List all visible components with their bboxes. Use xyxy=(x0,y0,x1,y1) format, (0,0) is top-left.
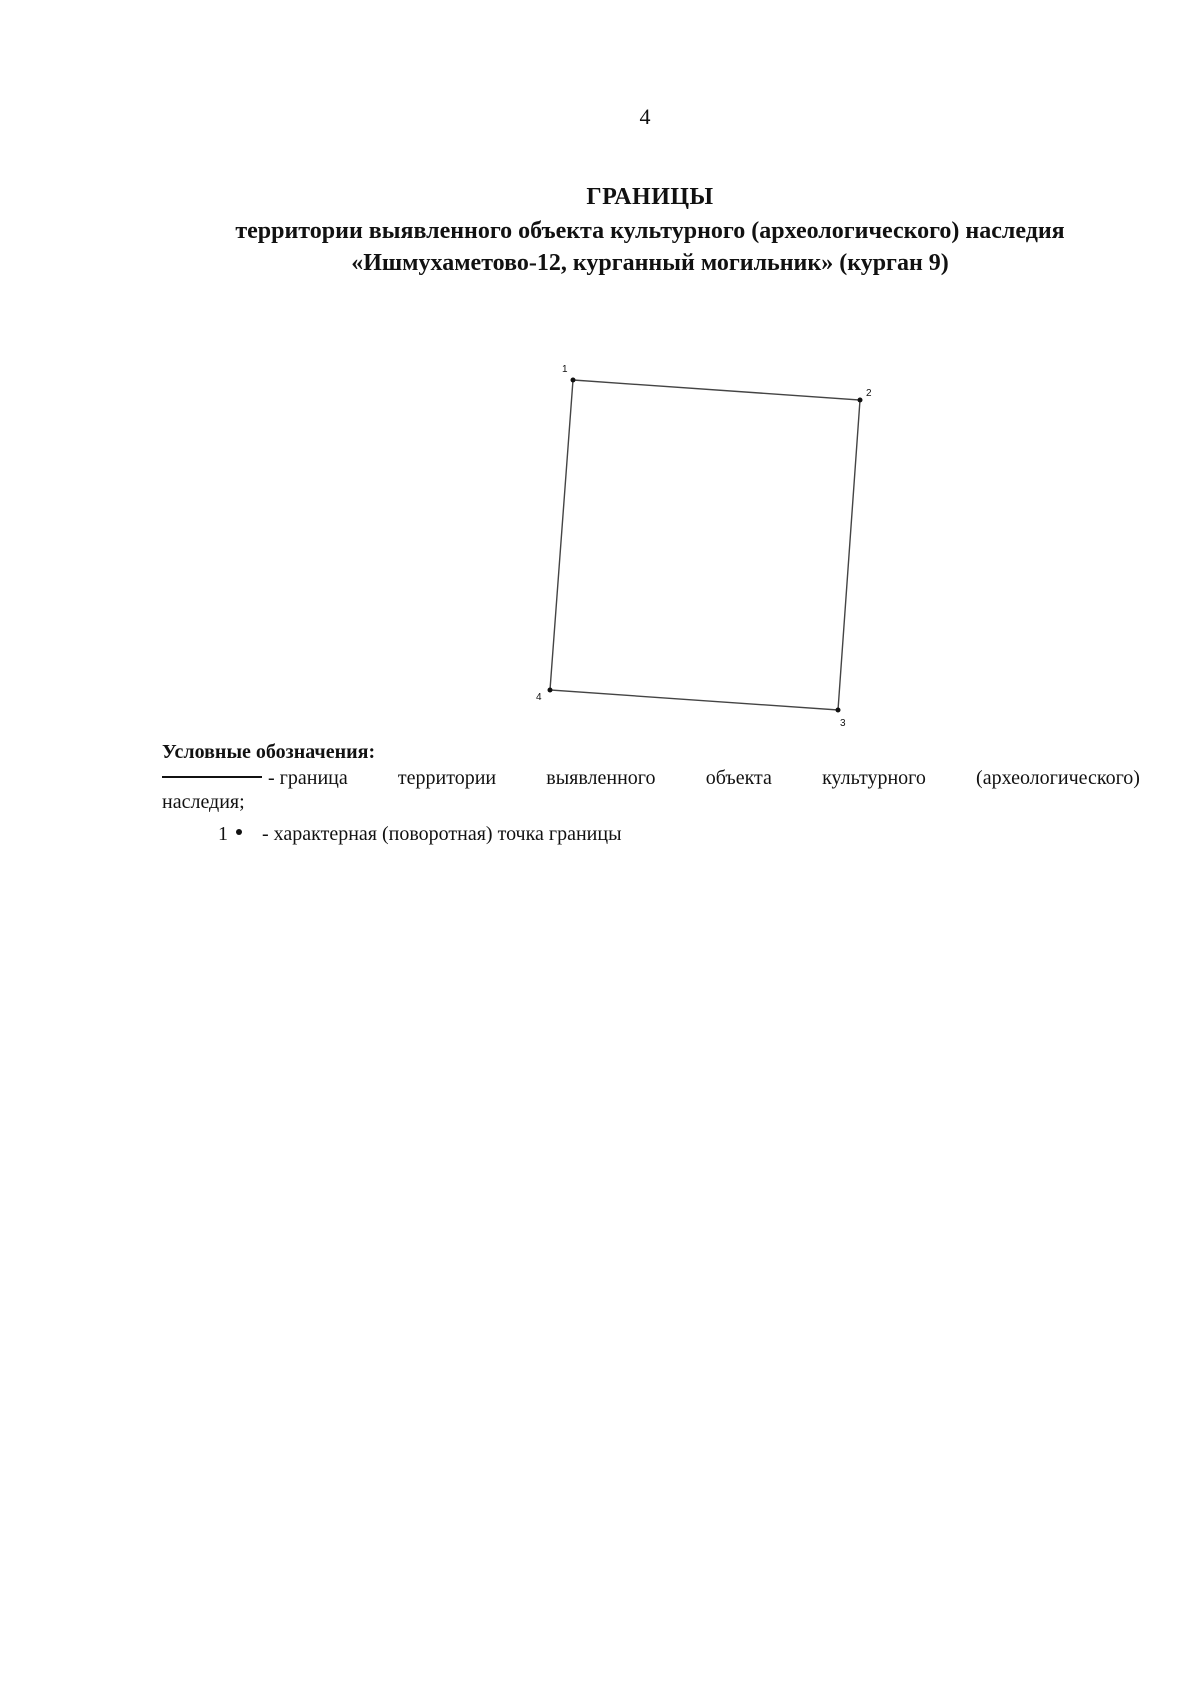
legend-point-row xyxy=(162,822,1140,846)
title-subtitle-line-2: «Ишмухаметово-12, курганный могильник» (курган 9) xyxy=(351,250,949,276)
boundary-point-3 xyxy=(836,708,841,713)
point-dot-icon xyxy=(236,829,242,835)
boundary-point-label-4: 4 xyxy=(536,692,542,703)
legend-boundary-word-3: выявленного xyxy=(546,767,656,789)
boundary-point-label-3: 3 xyxy=(840,718,846,729)
boundary-plan xyxy=(520,350,880,740)
title-subtitle-line-1: территории выявленного объекта культурного (археологического) наследия xyxy=(235,218,1065,244)
boundary-point-label-2: 2 xyxy=(866,388,872,399)
legend-boundary-word-6: (археологического) xyxy=(976,767,1140,789)
legend-boundary-word-1: - граница xyxy=(162,766,348,790)
legend-boundary-continuation: наследия; xyxy=(162,791,245,813)
legend-heading: Условные обозначения: xyxy=(162,741,376,763)
legend-point-label: 1 xyxy=(218,823,228,845)
boundary-plan-drawing xyxy=(520,350,880,740)
boundary-polygon xyxy=(550,380,860,710)
page-number: 4 xyxy=(639,104,651,129)
title-block xyxy=(160,184,1140,279)
legend-boundary-row xyxy=(162,766,1140,790)
boundary-line-symbol xyxy=(162,776,262,778)
title-main: ГРАНИЦЫ xyxy=(586,184,714,210)
legend-boundary-word-2: территории xyxy=(397,767,497,789)
legend-point-symbol xyxy=(218,822,242,846)
legend-boundary-word-5: культурного xyxy=(822,767,926,789)
boundary-point-label-1: 1 xyxy=(562,364,568,375)
legend-boundary-word-4: объекта xyxy=(705,767,772,789)
boundary-point-2 xyxy=(858,398,863,403)
boundary-point-4 xyxy=(548,688,553,693)
boundary-point-1 xyxy=(571,378,576,383)
legend-point-text: - характерная (поворотная) точка границы xyxy=(262,823,622,845)
legend xyxy=(162,740,1140,846)
